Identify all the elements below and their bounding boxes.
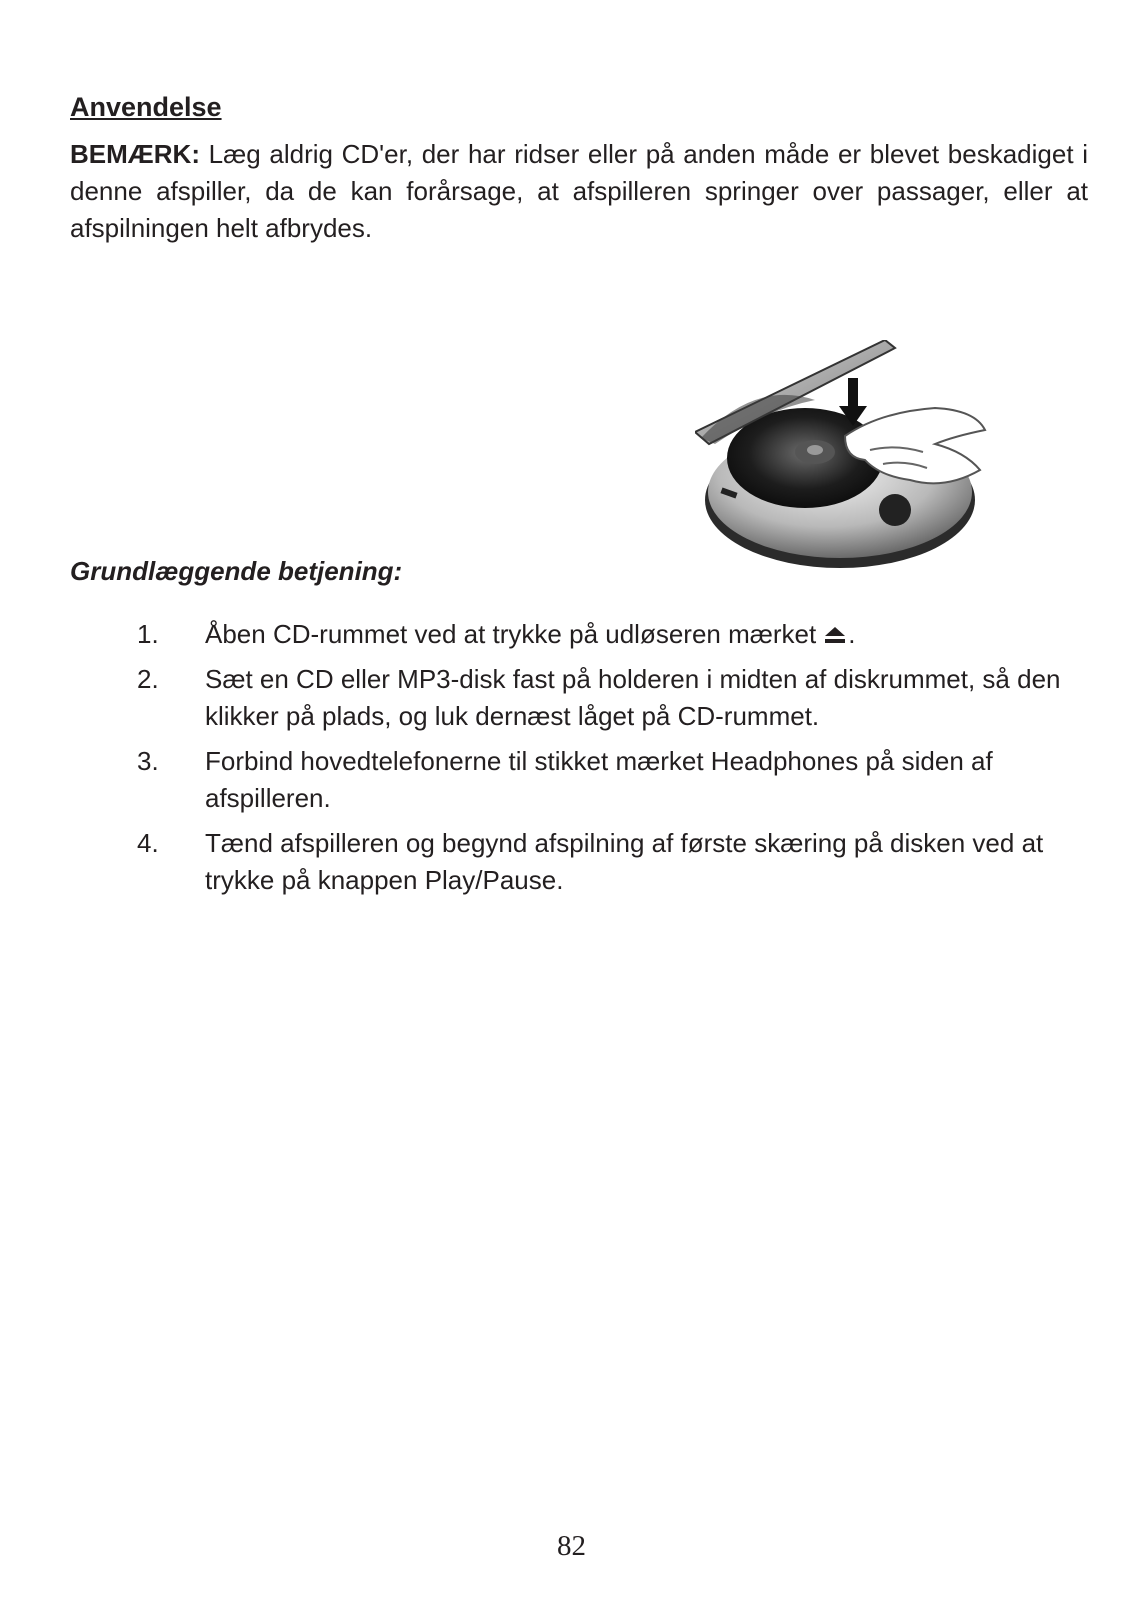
step-text: Forbind hovedtelefonerne til stikket mærket Headphones på siden af afspilleren. (205, 746, 993, 813)
basic-operation-heading: Grundlæggende betjening: (70, 556, 403, 586)
note-text: Læg aldrig CD'er, der har ridser eller på anden måde er blevet beskadiget i denne afspiller, da de kan forårsage, at afspilleren springer over passager, eller at afspilningen helt afbrydes. (70, 139, 1088, 243)
list-item (0, 616, 1095, 653)
cd-player-insert-disc-illustration (695, 340, 1025, 580)
cd-player-illustration (695, 340, 1025, 580)
warning-note (70, 136, 1088, 247)
step-number: 1. (137, 619, 159, 649)
list-item (0, 825, 1095, 899)
step-suffix: . (848, 619, 856, 649)
note-label: BEMÆRK: (70, 139, 200, 169)
section-heading: Anvendelse (70, 92, 222, 122)
page-number: 82 (557, 1530, 586, 1562)
steps-list (0, 616, 1143, 907)
list-item (0, 743, 1095, 817)
step-number: 4. (137, 828, 159, 858)
step-text: Sæt en CD eller MP3-disk fast på holderen i midten af diskrummet, så den klikker på plads, og luk dernæst låget på CD-rummet. (205, 664, 1061, 731)
list-item (0, 661, 1095, 735)
step-number: 2. (137, 664, 159, 694)
step-text: Åben CD-rummet ved at trykke på udløseren mærket (205, 619, 817, 649)
eject-icon (822, 625, 848, 645)
step-number: 3. (137, 746, 159, 776)
step-text: Tænd afspilleren og begynd afspilning af første skæring på disken ved at trykke på knappen Play/Pause. (205, 828, 1044, 895)
